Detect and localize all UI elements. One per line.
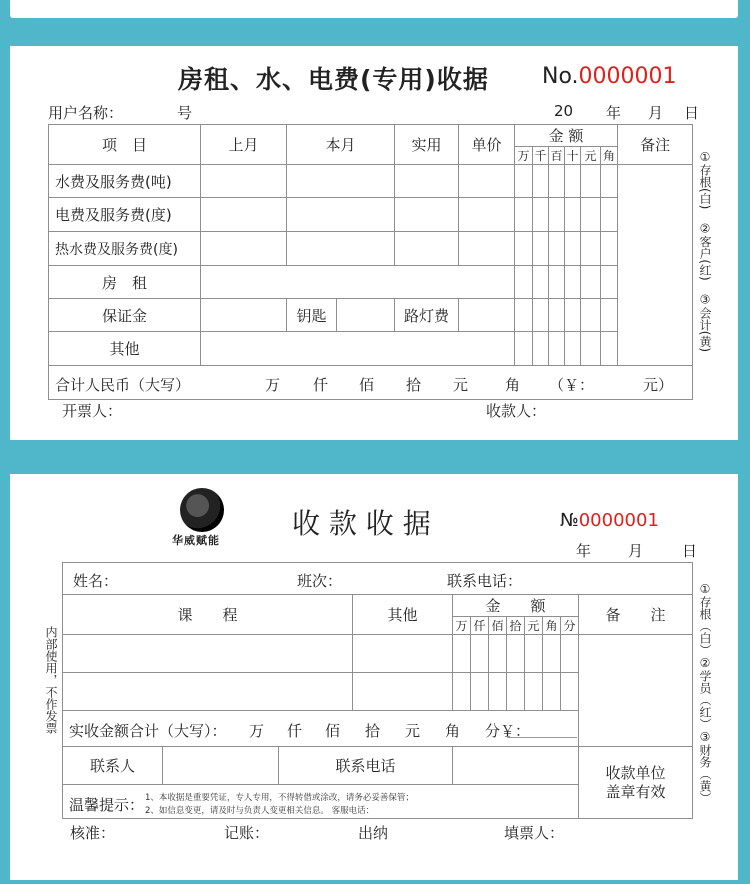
date-day: 日: [684, 104, 700, 122]
digit-wan: 万: [515, 147, 533, 165]
receipt2-number: [560, 510, 659, 531]
tuition-receipt: [10, 474, 738, 880]
user-name-label: 用户名称：: [48, 104, 124, 122]
total-yen: （￥：: [549, 376, 595, 394]
total2-yuan: 元: [405, 722, 421, 740]
digit-jiao: 角: [601, 147, 618, 165]
header-remark2: 备 注: [579, 595, 693, 635]
previous-receipt-edge: [10, 0, 738, 18]
digit-shi: 十: [565, 147, 581, 165]
issuer-label: 开票人：: [62, 402, 123, 420]
receipt2-no-value: 0000001: [578, 510, 659, 531]
row-deposit: 保证金: [49, 299, 201, 332]
company-logo-text: 华威赋能: [172, 534, 220, 547]
contact-person-label: 联系人: [63, 747, 163, 785]
bookkeep-label: 记账：: [224, 824, 270, 842]
receipt2-no-prefix: №: [560, 510, 579, 531]
payee-label: 收款人：: [486, 402, 547, 420]
total2-fen: 分￥：: [485, 722, 531, 740]
filler-label: 填票人：: [504, 824, 565, 842]
cashier-label: 出纳: [358, 824, 389, 842]
digit2-qian: 仟: [471, 617, 489, 635]
header-amount: 金 额: [515, 125, 618, 147]
company-logo-icon: [180, 488, 224, 532]
total2-label: 实收金额合计（大写）：: [69, 722, 227, 740]
receipt2-title: 收 款 收 据: [292, 507, 431, 540]
row-street-light: 路灯费: [395, 299, 459, 332]
digit-qian: 千: [533, 147, 549, 165]
total2-bai: 佰: [325, 722, 341, 740]
r2-date-month: 月: [628, 542, 644, 560]
row-key: 钥匙: [287, 299, 337, 332]
header-unit-price: 单价: [459, 125, 515, 165]
total2-shi: 拾: [365, 722, 381, 740]
total-row: [49, 366, 693, 400]
total2-wan: 万: [249, 722, 265, 740]
header-remark: 备注: [618, 125, 693, 165]
tips-row: [63, 785, 579, 819]
stamp-line1: 收款单位: [605, 763, 666, 782]
receipt1-title: 房租、水、电费(专用)收据: [178, 65, 489, 94]
tip-label: 温馨提示：: [69, 796, 145, 814]
student-info-row: [63, 563, 693, 595]
total2-row: [63, 711, 579, 747]
digit2-fen: 分: [561, 617, 579, 635]
total2-underline: [507, 737, 577, 738]
header-course: 课 程: [63, 595, 353, 635]
total-jiao: 角: [505, 376, 521, 394]
phone-label: 联系电话：: [447, 572, 523, 590]
stamp-note: [579, 747, 693, 819]
header-actual: 实用: [395, 125, 459, 165]
total-yuan: 元: [453, 376, 469, 394]
receipt1-no-value: 0000001: [578, 64, 677, 89]
total-label: 合计人民币（大写）: [55, 376, 191, 394]
receipt1-no-prefix: No.: [542, 64, 579, 89]
digit2-wan: 万: [453, 617, 471, 635]
remark-cell: [618, 165, 693, 366]
header-amount2: 金 额: [453, 595, 579, 617]
total-shi: 拾: [406, 376, 422, 394]
receipt1-copy-note: ①存根(白) ②客户(红) ③会计(黄): [698, 150, 712, 353]
date-year: 年: [606, 104, 622, 122]
r2-date-year: 年: [576, 542, 592, 560]
name-label: 姓名：: [73, 572, 119, 590]
digit2-bai: 佰: [489, 617, 507, 635]
row-hot-water: 热水费及服务费(度): [49, 232, 201, 266]
receipt2-copy-note: ①存根（白）②学员（红）③财务（黄）: [698, 582, 712, 804]
total-bai: 佰: [359, 376, 375, 394]
approve-label: 核准：: [70, 824, 116, 842]
total-qian: 仟: [313, 376, 329, 394]
date-century: 20: [554, 102, 574, 120]
contact-phone-label: 联系电话: [279, 747, 453, 785]
r2-date-day: 日: [682, 542, 698, 560]
digit2-jiao: 角: [543, 617, 561, 635]
row-rent: 房 租: [49, 266, 201, 299]
receipt1-number: [542, 64, 677, 89]
total2-qian: 仟: [287, 722, 303, 740]
header-item: 项 目: [49, 125, 201, 165]
digit2-yuan: 元: [525, 617, 543, 635]
tip-2: 2、如信息变更，请及时与负责人变更相关信息。 客服电话：: [145, 806, 375, 816]
digit2-shi: 拾: [507, 617, 525, 635]
user-hao: 号: [177, 104, 193, 122]
receipt1-table: [48, 124, 693, 400]
stamp-line2: 盖章有效: [605, 782, 666, 801]
receipt2-table: [62, 562, 693, 819]
tip-1: 1、本收据是重要凭证，专人专用，不得转借或涂改，请务必妥善保管；: [145, 793, 414, 803]
date-month: 月: [648, 104, 664, 122]
row-electricity: 电费及服务费(度): [49, 198, 201, 232]
total-yuan-end: 元）: [643, 376, 674, 394]
total2-jiao: 角: [445, 722, 461, 740]
utility-receipt: [10, 46, 738, 440]
row-water: 水费及服务费(吨): [49, 165, 201, 198]
class-label: 班次：: [297, 572, 343, 590]
header-this-month: 本月: [287, 125, 395, 165]
digit-bai: 百: [549, 147, 565, 165]
digit-yuan: 元: [581, 147, 601, 165]
row-other: 其他: [49, 332, 201, 366]
total-wan: 万: [265, 376, 281, 394]
header-other: 其他: [353, 595, 453, 635]
internal-use-note: 内部使用，不作发票: [44, 626, 58, 734]
header-last-month: 上月: [201, 125, 287, 165]
